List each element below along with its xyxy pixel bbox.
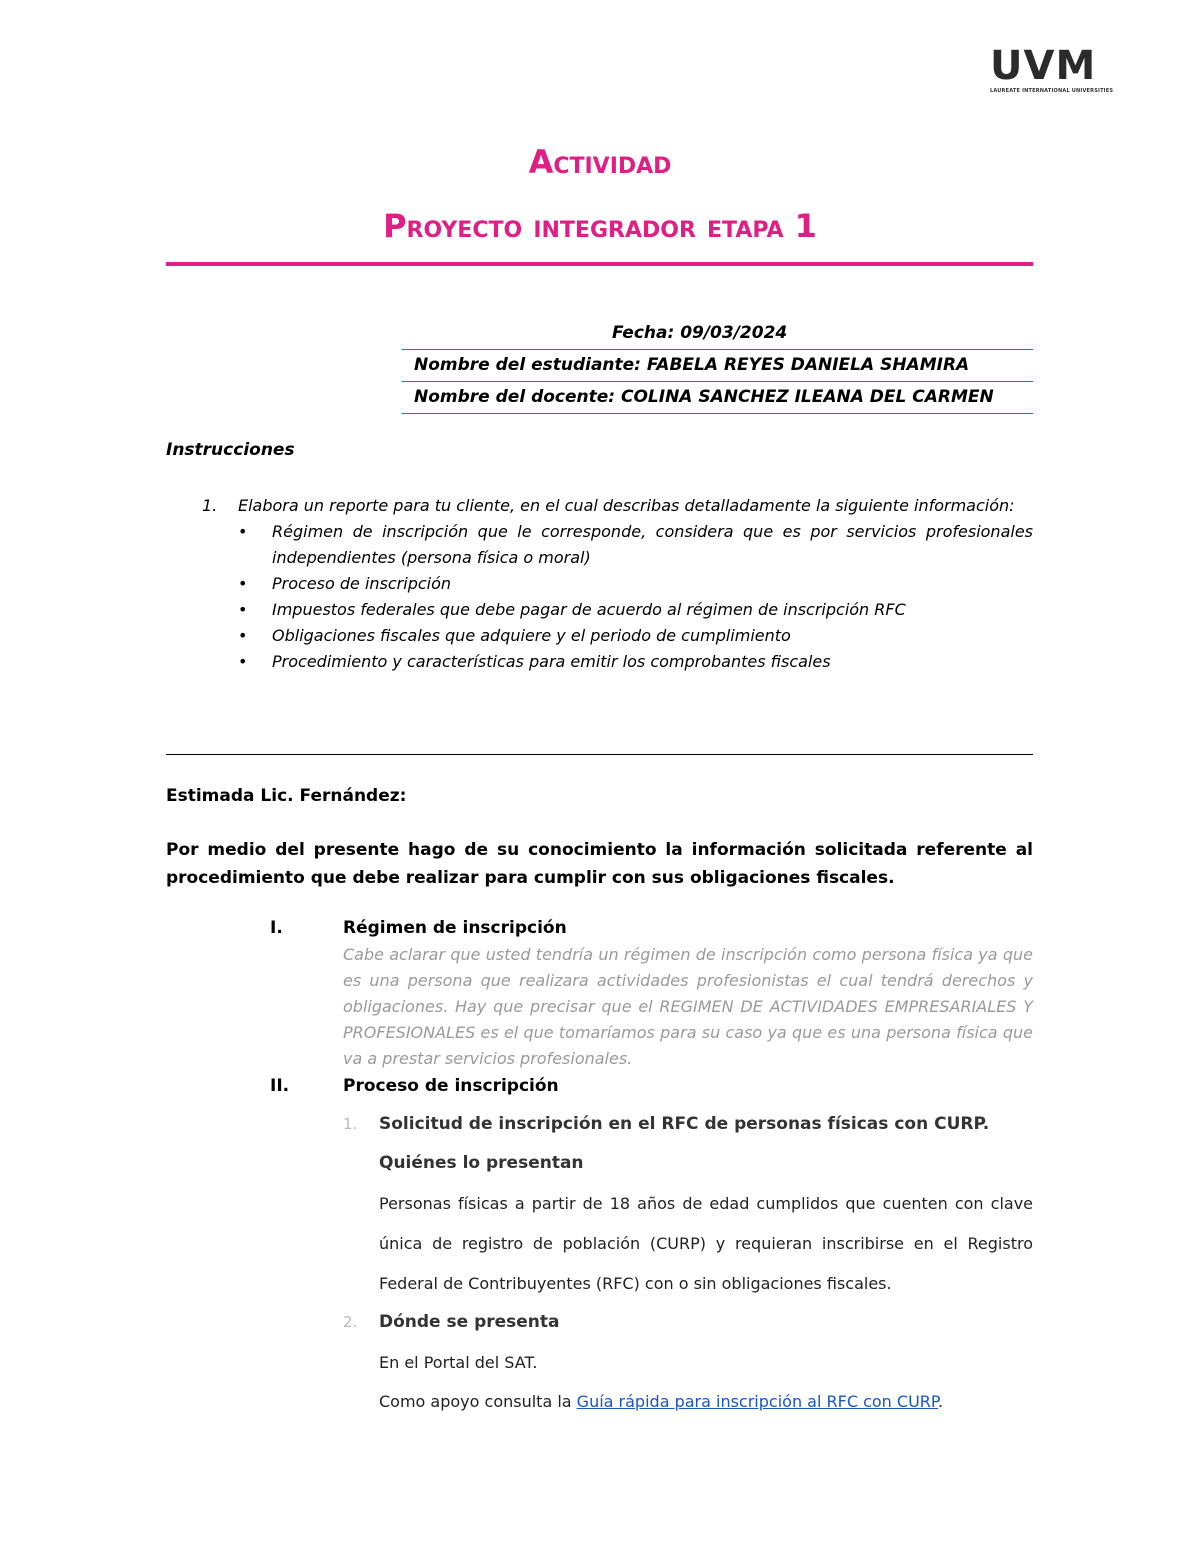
step-2-line2-prefix: Como apoyo consulta la [379,1392,577,1411]
step-2-heading [343,1309,560,1335]
section-1-numeral: I. [270,918,283,938]
uvm-logo [990,43,1114,96]
step-1-heading [343,1111,989,1137]
letter-intro: Por medio del presente hago de su conocimiento la información solicitada referente al procedimiento que debe realizar para cumplir con sus obligaciones fiscales. [166,840,1033,888]
section-1-title: Régimen de inscripción [343,918,567,938]
meta-table [402,318,1033,414]
section-2-heading [270,1073,559,1099]
instructions-heading: Instrucciones [166,440,295,460]
instruction-text: Elabora un reporte para tu cliente, en el cual describas detalladamente la siguiente información: [238,496,1015,515]
title-divider [166,262,1033,266]
section-divider [166,754,1033,755]
instructions-list [166,493,1033,675]
section-1-body: Cabe aclarar que usted tendría un régimen de inscripción como persona física ya que es una persona que realizara actividades profesionistas el cual tendrá derechos y obligaciones. Hay que precisar que el REGIMEN DE ACTIVIDADES EMPRESARIALES Y PROFESIONALES es el que tomaríamos para su caso ya que es una persona física que va a prestar servicios profesionales. [343,945,1033,1068]
section-1-heading [270,915,567,941]
instruction-number: 1. [202,496,218,515]
step-1-number: 1. [343,1115,358,1133]
logo-wordmark: UVM [990,43,1097,89]
letter-greeting: Estimada Lic. Fernández: [166,786,407,806]
instruction-bullet: • Proceso de inscripción [272,571,1033,597]
instruction-bullet: • Obligaciones fiscales que adquiere y el periodo de cumplimiento [272,623,1033,649]
step-1-subtitle: Quiénes lo presentan [379,1153,584,1173]
logo-tagline: LAUREATE INTERNATIONAL UNIVERSITIES [990,88,1114,94]
step-2-line2-suffix: . [938,1392,944,1411]
step-2-line1: En el Portal del SAT. [379,1353,538,1372]
document-subtitle: Proyecto integrador etapa 1 [383,207,817,245]
meta-student: Nombre del estudiante: FABELA REYES DANIELA SHAMIRA [402,350,1033,382]
document-title: Actividad [528,143,672,181]
step-2-number: 2. [343,1313,358,1331]
instruction-bullet: • Procedimiento y características para emitir los comprobantes fiscales [272,649,1033,675]
step-2-line2 [379,1389,1033,1415]
section-2-title: Proceso de inscripción [343,1076,559,1096]
guide-link[interactable]: Guía rápida para inscripción al RFC con CURP [576,1392,939,1411]
step-1-title: Solicitud de inscripción en el RFC de personas físicas con CURP. [379,1114,990,1134]
step-1-body: Personas físicas a partir de 18 años de edad cumplidos que cuenten con clave única de registro de población (CURP) y requieran inscribirse en el Registro Federal de Contribuyentes (RFC) con o sin obligaciones fiscales. [379,1194,1033,1293]
meta-teacher: Nombre del docente: COLINA SANCHEZ ILEANA DEL CARMEN [402,382,1033,414]
instruction-bullet: • Régimen de inscripción que le corresponde, considera que es por servicios profesionales independientes (persona física o moral) [272,519,1033,571]
section-2-numeral: II. [270,1076,290,1096]
instruction-bullet: • Impuestos federales que debe pagar de acuerdo al régimen de inscripción RFC [272,597,1033,623]
step-2-title: Dónde se presenta [379,1312,560,1332]
meta-date: Fecha: 09/03/2024 [402,318,1033,350]
